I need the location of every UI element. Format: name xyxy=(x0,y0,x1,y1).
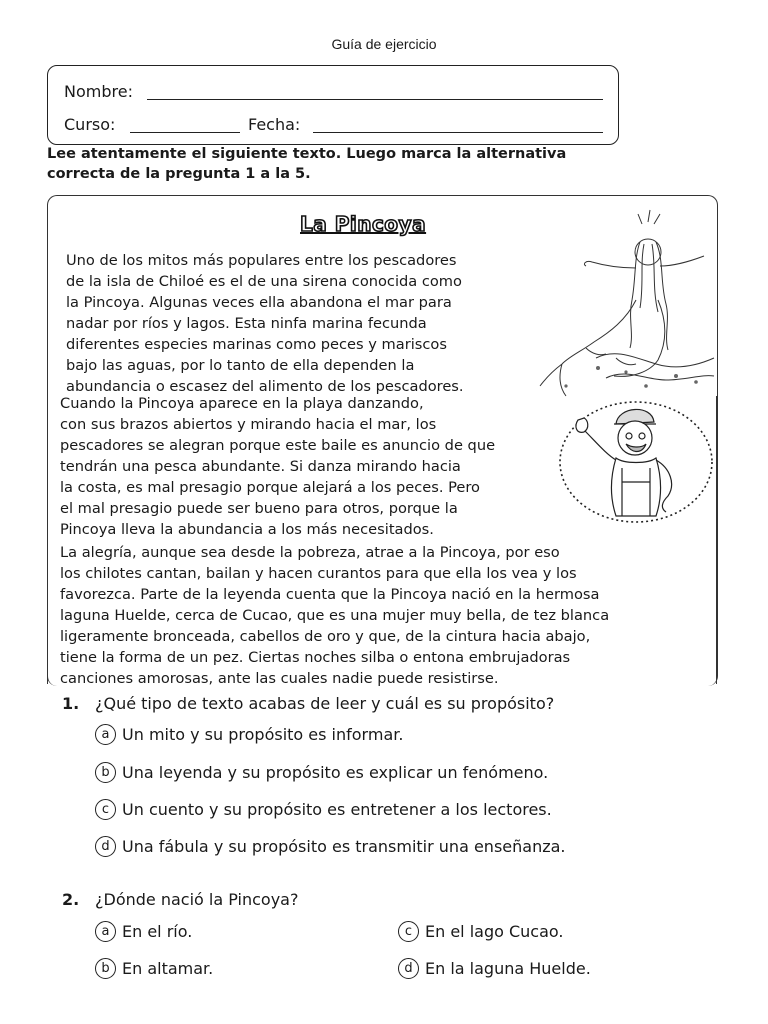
name-label: Nombre: xyxy=(64,82,133,101)
question-1-option-b[interactable] xyxy=(95,762,548,783)
question-2-text: ¿Dónde nació la Pincoya? xyxy=(95,890,299,909)
option-text: En altamar. xyxy=(122,959,214,978)
question-2-number: 2. xyxy=(62,890,80,909)
question-1-option-a[interactable] xyxy=(95,724,403,745)
option-letter: a xyxy=(95,921,116,942)
option-text: En la laguna Huelde. xyxy=(425,959,591,978)
date-field[interactable] xyxy=(313,132,603,133)
option-letter: d xyxy=(95,836,116,857)
option-letter: c xyxy=(398,921,419,942)
option-letter: c xyxy=(95,799,116,820)
option-letter: a xyxy=(95,724,116,745)
question-2-option-c[interactable] xyxy=(398,921,564,942)
option-text: Un cuento y su propósito es entretener a los lectores. xyxy=(122,800,552,819)
option-text: Una leyenda y su propósito es explicar un fenómeno. xyxy=(122,763,549,782)
date-label: Fecha: xyxy=(248,115,301,134)
story-paragraph-3: La alegría, aunque sea desde la pobreza, atrae a la Pincoya, por eso los chilotes cantan, bailan y hacen curantos para que ella los vea y los favorezca. Parte de la leyenda cuenta que la Pincoya nació en la hermosa laguna Huelde, cerca de Cucao, que es una mujer muy bella, de tez blanca ligeramente bronceada, cabellos de oro y que, de la cintura hacia abajo, tiene la forma de un pez. Ciertas noches silba o entona embrujadoras canciones amorosas, ante las cuales nadie puede resistirse. xyxy=(60,544,610,687)
option-text: En el río. xyxy=(122,922,193,941)
option-text: En el lago Cucao. xyxy=(425,922,564,941)
page-title: Guía de ejercicio xyxy=(331,36,437,52)
option-letter: b xyxy=(95,958,116,979)
question-1-number: 1. xyxy=(62,694,80,713)
question-1-text: ¿Qué tipo de texto acabas de leer y cuál es su propósito? xyxy=(95,694,555,713)
option-letter: d xyxy=(398,958,419,979)
story-title: La Pincoya xyxy=(300,212,427,236)
mermaid-illustration xyxy=(536,208,716,398)
question-2-option-a[interactable] xyxy=(95,921,192,942)
course-field[interactable] xyxy=(130,132,240,133)
question-2-option-b[interactable] xyxy=(95,958,213,979)
question-1-option-d[interactable] xyxy=(95,836,566,857)
name-field[interactable] xyxy=(147,99,603,100)
story-paragraph-1: Uno de los mitos más populares entre los pescadores de la isla de Chiloé es el de una sirena conocida como la Pincoya. Algunas veces ella abandona el mar para nadar por ríos y lagos. Esta ninfa marina fecunda diferentes especies marinas como peces y mariscos bajo las aguas, por lo tanto de ella dependen la abundancia o escasez del alimento de los pescadores. xyxy=(66,252,464,395)
instructions: Lee atentamente el siguiente texto. Luego marca la alternativa correcta de la pregunta 1 a la 5. xyxy=(47,146,567,182)
option-text: Una fábula y su propósito es transmitir una enseñanza. xyxy=(122,837,566,856)
question-2-option-d[interactable] xyxy=(398,958,591,979)
option-text: Un mito y su propósito es informar. xyxy=(122,725,404,744)
story-paragraph-2: Cuando la Pincoya aparece en la playa danzando, con sus brazos abiertos y mirando hacia el mar, los pescadores se alegran porque este baile es anuncio de que tendrán una pesca abundante. Si danza mirando hacia la costa, es mal presagio porque alejará a los peces. Pero el mal presagio puede ser bueno para otros, porque la Pincoya lleva la abundancia a los más necesitados. xyxy=(60,395,496,538)
course-label: Curso: xyxy=(64,115,116,134)
option-letter: b xyxy=(95,762,116,783)
student-info-box xyxy=(47,65,619,145)
question-1-option-c[interactable] xyxy=(95,799,552,820)
fisherman-illustration xyxy=(556,398,716,526)
